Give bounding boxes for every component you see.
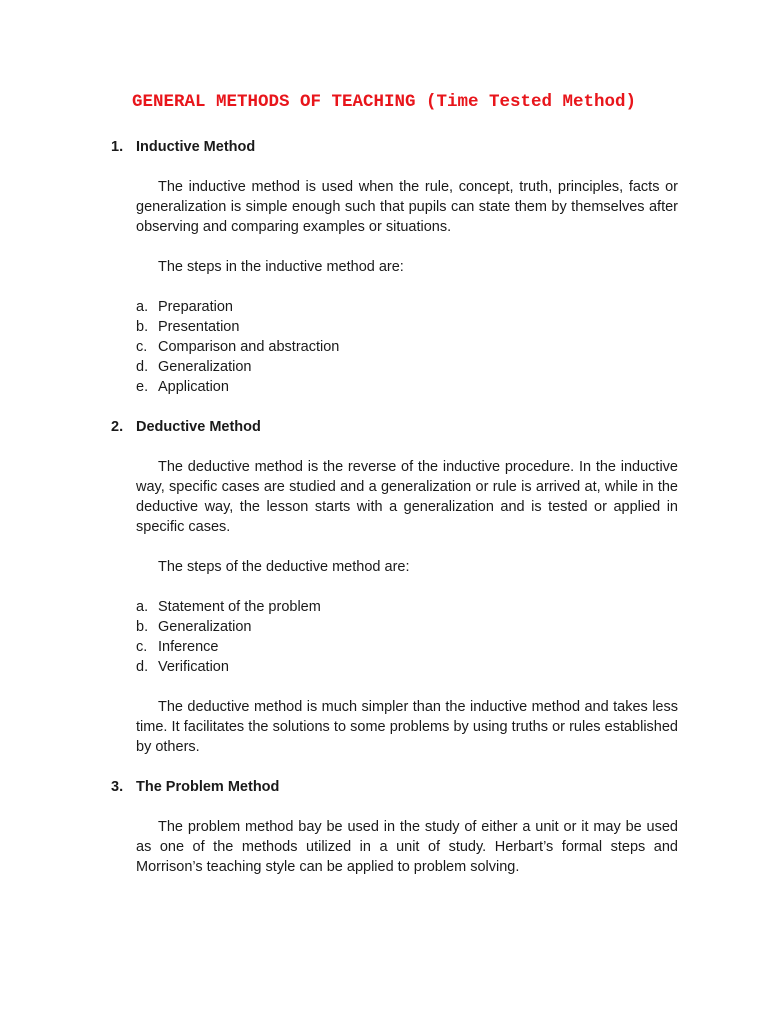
section-heading: [111, 417, 678, 437]
section-number: 3.: [111, 779, 124, 795]
section-title: Deductive Method: [136, 419, 261, 435]
list-item: [136, 377, 678, 397]
steps-intro-paragraph: The steps of the deductive method are:: [158, 559, 410, 575]
section-intro-paragraph: The problem method bay be used in the study of either a unit or it may be used as one of the methods utilized in a unit of study. Herbart’s formal steps and Morrison’s teaching style can be applied to problem solving.: [136, 819, 678, 875]
document-body: [111, 137, 678, 897]
list-text: Preparation: [158, 299, 233, 315]
section-intro-paragraph: The deductive method is the reverse of the inductive procedure. In the inductive way, specific cases are studied and a generalization or rule is arrived at, while in the deductive way, the lesson starts with a generalization and is tested or applied in specific cases.: [136, 459, 678, 535]
list-text: Verification: [158, 659, 229, 675]
section-number: 2.: [111, 419, 124, 435]
list-text: Presentation: [158, 319, 240, 335]
list-item: [136, 657, 678, 677]
section-heading: [111, 137, 678, 157]
section-closing-paragraph: The deductive method is much simpler than the inductive method and takes less time. It facilitates the solutions to some problems by using truths or rules established by others.: [136, 699, 678, 755]
list-letter: d.: [136, 359, 149, 375]
steps-list: [136, 297, 678, 397]
list-item: [136, 617, 678, 637]
list-text: Generalization: [158, 619, 252, 635]
section-deductive-method: [111, 417, 678, 757]
list-text: Application: [158, 379, 229, 395]
steps-intro-paragraph: The steps in the inductive method are:: [158, 259, 404, 275]
list-item: [136, 317, 678, 337]
section-inductive-method: [111, 137, 678, 397]
list-item: [136, 337, 678, 357]
list-letter: d.: [136, 659, 149, 675]
list-letter: e.: [136, 379, 149, 395]
list-text: Inference: [158, 639, 219, 655]
list-letter: b.: [136, 619, 149, 635]
section-intro-paragraph: The inductive method is used when the rule, concept, truth, principles, facts or generalization is simple enough such that pupils can state them by themselves after observing and comparing examples or situations.: [136, 179, 678, 235]
list-text: Generalization: [158, 359, 252, 375]
section-title: The Problem Method: [136, 779, 280, 795]
list-letter: c.: [136, 339, 148, 355]
list-letter: a.: [136, 299, 149, 315]
section-problem-method: [111, 777, 678, 877]
list-item: [136, 357, 678, 377]
list-text: Statement of the problem: [158, 599, 321, 615]
list-item: [136, 637, 678, 657]
section-title: Inductive Method: [136, 139, 256, 155]
list-item: [136, 297, 678, 317]
list-text: Comparison and abstraction: [158, 339, 340, 355]
list-letter: b.: [136, 319, 149, 335]
section-heading: [111, 777, 678, 797]
list-letter: c.: [136, 639, 148, 655]
section-number: 1.: [111, 139, 124, 155]
list-item: [136, 597, 678, 617]
document-title: GENERAL METHODS OF TEACHING (Time Tested Method): [131, 92, 637, 112]
steps-list: [136, 597, 678, 677]
list-letter: a.: [136, 599, 149, 615]
